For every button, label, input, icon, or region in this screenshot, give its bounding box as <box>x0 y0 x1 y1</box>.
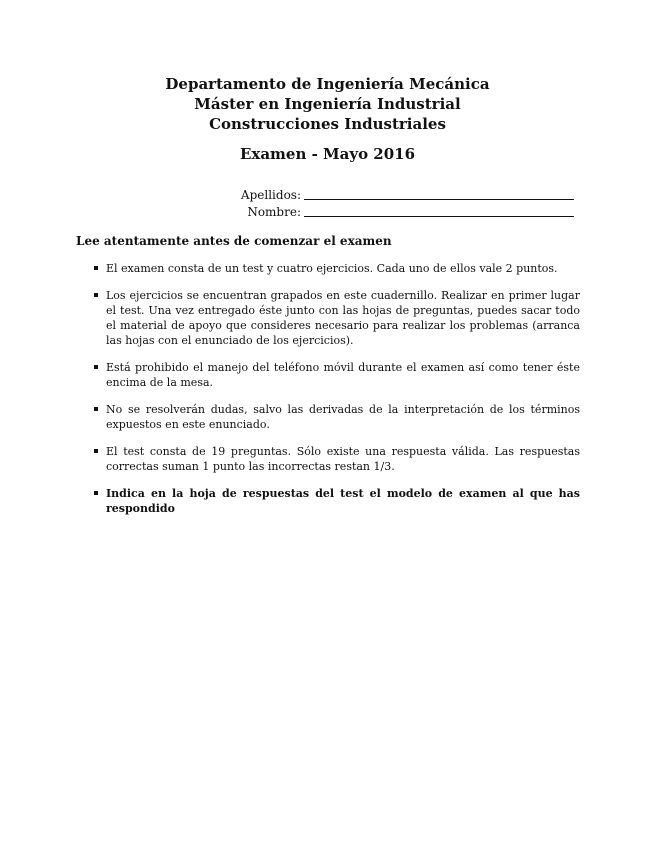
instruction-text: El test consta de 19 preguntas. Sólo existe una respuesta válida. Las respuestas correctas suman 1 punto las incorrectas restan 1/3. <box>106 445 580 473</box>
instruction-item <box>94 402 580 432</box>
bullet-square-icon <box>94 293 98 297</box>
surname-row <box>200 186 580 202</box>
instructions-list <box>94 261 580 528</box>
instruction-text: No se resolverán dudas, salvo las derivadas de la interpretación de los términos expuestos en este enunciado. <box>106 403 580 431</box>
name-field[interactable] <box>304 215 574 217</box>
course-name: Construcciones Industriales <box>209 115 446 133</box>
name-label: Nombre: <box>247 205 301 219</box>
instruction-text: Indica en la hoja de respuestas del test el modelo de examen al que has respondido <box>106 487 580 515</box>
surname-field[interactable] <box>304 198 574 200</box>
bullet-square-icon <box>94 266 98 270</box>
instruction-item <box>94 261 580 276</box>
surname-label: Apellidos: <box>240 188 301 202</box>
instruction-item <box>94 486 580 516</box>
instruction-item <box>94 444 580 474</box>
bullet-square-icon <box>94 365 98 369</box>
name-row <box>200 203 580 219</box>
exam-title: Examen - Mayo 2016 <box>239 145 416 163</box>
bullet-square-icon <box>94 491 98 495</box>
department-name: Departamento de Ingeniería Mecánica <box>165 75 490 93</box>
instructions-title: Lee atentamente antes de comenzar el examen <box>76 234 392 248</box>
instruction-text: Está prohibido el manejo del teléfono móvil durante el examen así como tener éste encima de la mesa. <box>106 361 580 389</box>
instruction-text: Los ejercicios se encuentran grapados en este cuadernillo. Realizar en primer lugar el test. Una vez entregado éste junto con las hojas de preguntas, puedes sacar todo el material de apoyo que consideres necesario para realizar los problemas (arranca las hojas con el enunciado de los ejercicios). <box>106 289 580 347</box>
document-header <box>0 74 655 134</box>
instruction-item <box>94 288 580 348</box>
bullet-square-icon <box>94 407 98 411</box>
degree-name: Máster en Ingeniería Industrial <box>194 95 461 113</box>
instruction-item <box>94 360 580 390</box>
bullet-square-icon <box>94 449 98 453</box>
instruction-text: El examen consta de un test y cuatro ejercicios. Cada uno de ellos vale 2 puntos. <box>106 262 558 275</box>
student-fields <box>200 186 580 220</box>
